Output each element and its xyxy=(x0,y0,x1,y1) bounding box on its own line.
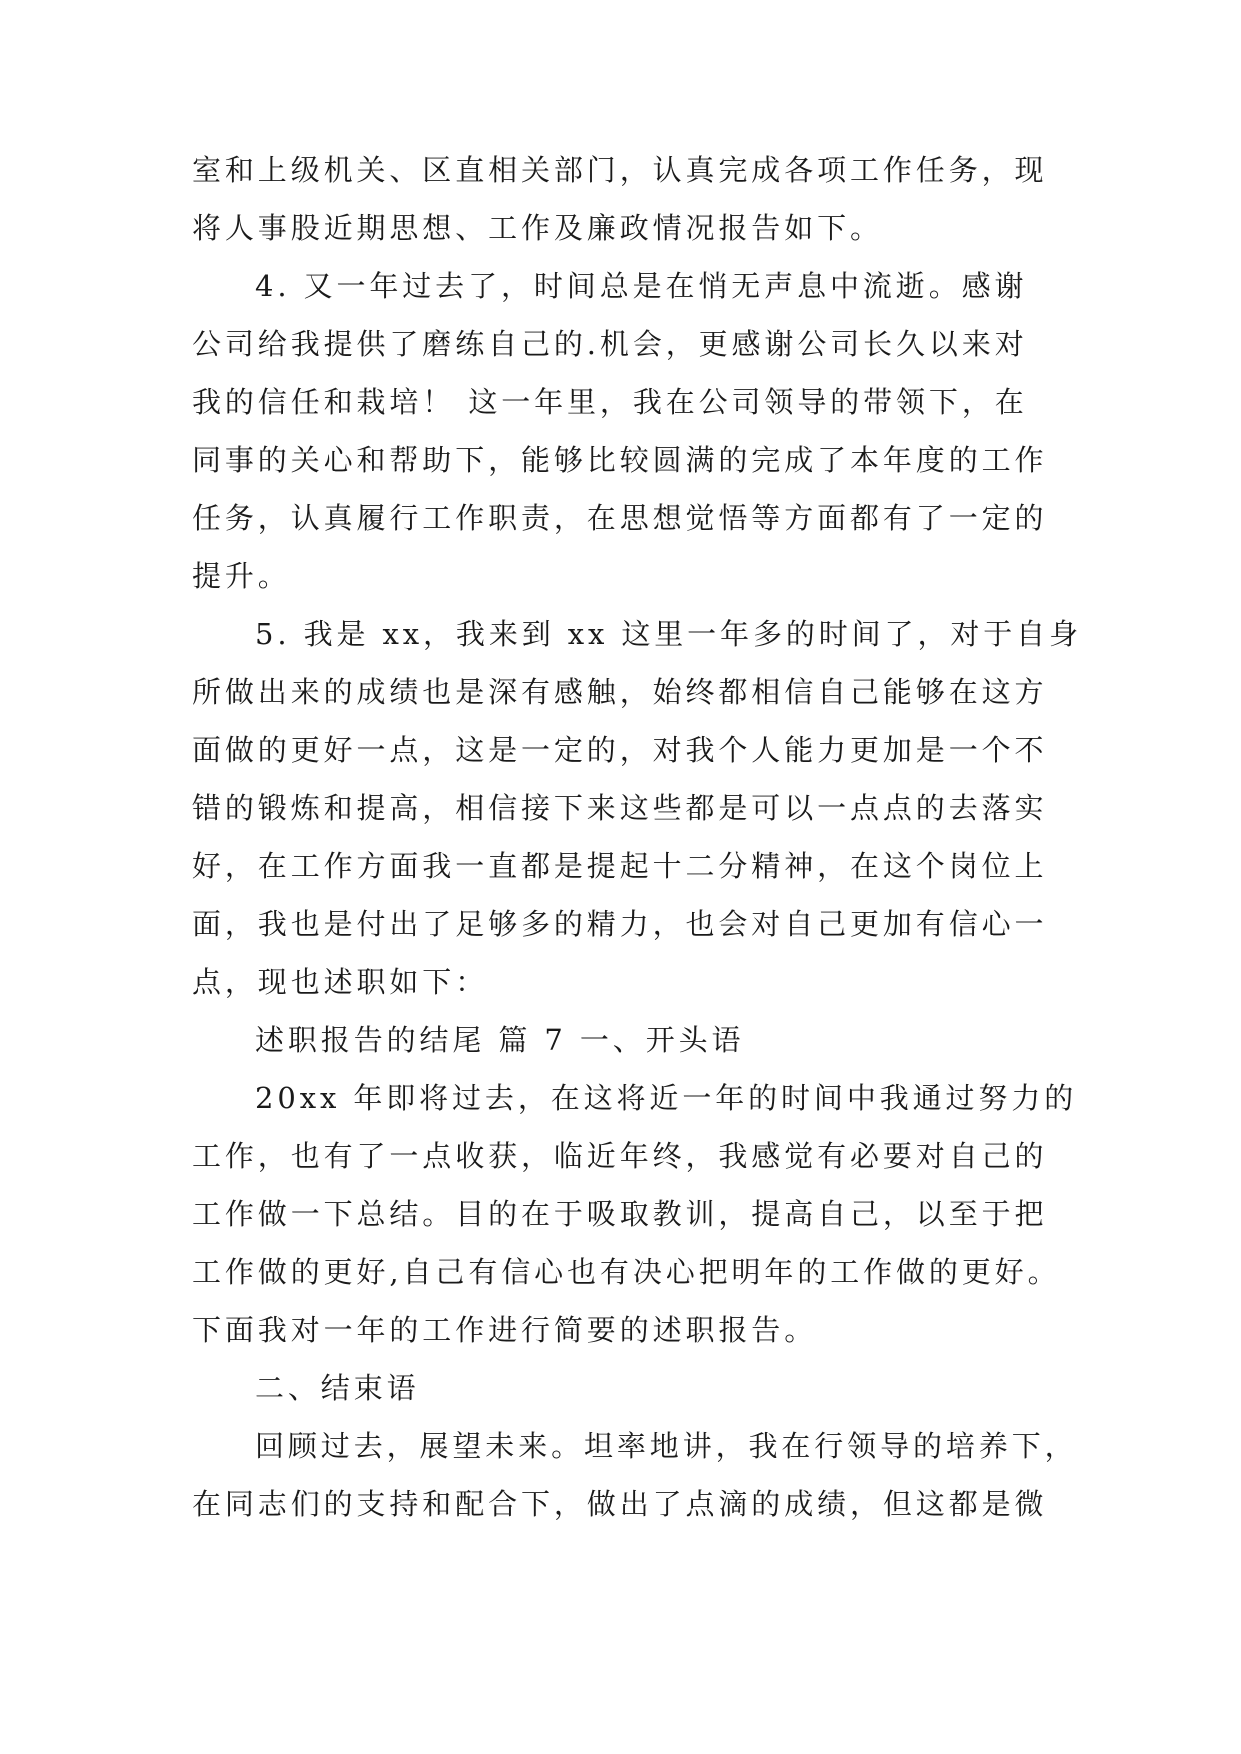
text-line: 4. 又一年过去了，时间总是在悄无声息中流逝。感谢 xyxy=(255,269,1028,303)
text-line: 任务，认真履行工作职责，在思想觉悟等方面都有了一定的 xyxy=(192,501,1048,535)
section-heading: 述职报告的结尾 篇 7 一、开头语 xyxy=(255,1023,745,1057)
text-line: 错的锻炼和提高，相信接下来这些都是可以一点点的去落实 xyxy=(192,791,1048,825)
text-line: 公司给我提供了磨练自己的.机会，更感谢公司长久以来对 xyxy=(192,327,1028,361)
text-line: 将人事股近期思想、工作及廉政情况报告如下。 xyxy=(192,211,883,245)
text-line: 回顾过去，展望未来。坦率地讲，我在行领导的培养下， xyxy=(255,1429,1078,1463)
section-heading: 二、结束语 xyxy=(255,1371,420,1405)
text-line: 面做的更好一点，这是一定的，对我个人能力更加是一个不 xyxy=(192,733,1048,767)
text-line: 在同志们的支持和配合下，做出了点滴的成绩，但这都是微 xyxy=(192,1487,1048,1521)
text-line: 面，我也是付出了足够多的精力，也会对自己更加有信心一 xyxy=(192,907,1048,941)
text-line: 我的信任和栽培！ 这一年里，我在公司领导的带领下，在 xyxy=(192,385,1028,419)
text-line: 20xx 年即将过去，在这将近一年的时间中我通过努力的 xyxy=(255,1081,1078,1115)
text-line: 下面我对一年的工作进行简要的述职报告。 xyxy=(192,1313,818,1347)
text-line: 所做出来的成绩也是深有感触，始终都相信自己能够在这方 xyxy=(192,675,1048,709)
text-line: 工作做的更好,自己有信心也有决心把明年的工作做的更好。 xyxy=(192,1255,1061,1289)
text-line: 同事的关心和帮助下，能够比较圆满的完成了本年度的工作 xyxy=(192,443,1048,477)
text-line: 好，在工作方面我一直都是提起十二分精神，在这个岗位上 xyxy=(192,849,1048,883)
text-line: 5. 我是 xx，我来到 xx 这里一年多的时间了，对于自身 xyxy=(255,617,1082,651)
text-line: 提升。 xyxy=(192,559,291,593)
text-line: 工作做一下总结。目的在于吸取教训，提高自己，以至于把 xyxy=(192,1197,1048,1231)
text-line: 点，现也述职如下： xyxy=(192,965,489,999)
text-line: 室和上级机关、区直相关部门，认真完成各项工作任务，现 xyxy=(192,153,1048,187)
text-line: 工作，也有了一点收获，临近年终，我感觉有必要对自己的 xyxy=(192,1139,1048,1173)
